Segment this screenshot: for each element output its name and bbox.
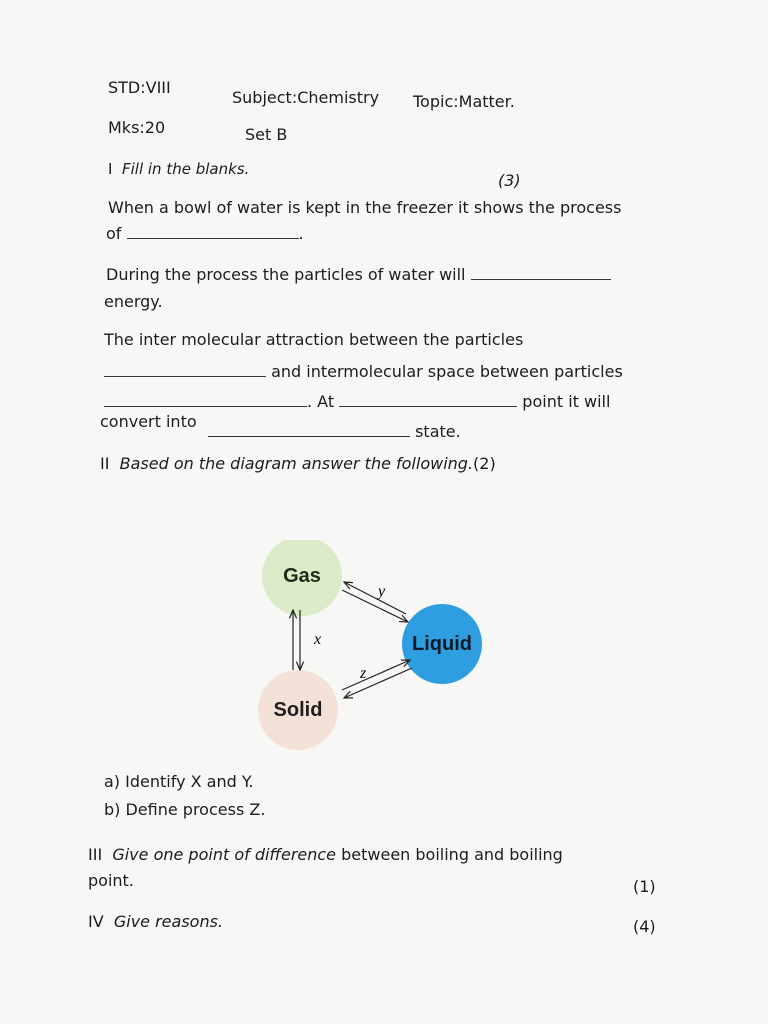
topic-label: Topic:Matter. xyxy=(413,92,515,111)
q2-blank[interactable] xyxy=(471,265,611,280)
section4-marks: (4) xyxy=(633,917,656,936)
q3-state: state. xyxy=(415,422,461,441)
q3-blank4[interactable] xyxy=(208,422,410,437)
section3-line2: point. xyxy=(88,871,134,890)
q1-of: of xyxy=(106,224,122,243)
subject-label: Subject:Chemistry xyxy=(232,88,380,107)
section3-marks: (1) xyxy=(633,877,656,896)
q3-at: . At xyxy=(307,392,335,411)
q2-line1 xyxy=(106,265,611,284)
arrow-liquid-to-gas xyxy=(344,582,406,614)
states-of-matter-diagram xyxy=(250,540,490,750)
q3-line3 xyxy=(104,392,610,411)
section1-title: Fill in the blanks. xyxy=(121,160,250,178)
marks-label: Mks:20 xyxy=(108,118,166,137)
q3-blank1[interactable] xyxy=(104,362,266,377)
section4-line xyxy=(88,912,223,931)
q1-line1: When a bowl of water is kept in the freezer it shows the process xyxy=(108,198,622,217)
section2-marks: (2) xyxy=(473,454,496,473)
section4-number: IV xyxy=(88,912,104,931)
q2-line2: energy. xyxy=(104,292,163,311)
section3-number: III xyxy=(88,845,103,864)
q1-line2 xyxy=(106,224,304,243)
section3-italic: Give one point of difference xyxy=(112,845,337,864)
q3-line2-text: and intermolecular space between particles xyxy=(271,362,623,381)
q1-blank[interactable] xyxy=(127,224,299,239)
std-label: STD:VIII xyxy=(108,78,171,97)
section2-heading xyxy=(100,454,496,473)
q3-blank2[interactable] xyxy=(104,392,307,407)
set-label: Set B xyxy=(245,125,288,144)
question-b: b) Define process Z. xyxy=(104,800,266,819)
q3-point: point it will xyxy=(522,392,611,411)
section2-number: II xyxy=(100,454,110,473)
q3-convert: convert into xyxy=(100,412,197,431)
process-y-label: y xyxy=(378,583,386,600)
q2-text: During the process the particles of water will xyxy=(106,265,466,284)
q3-blank3[interactable] xyxy=(339,392,517,407)
q3-line4 xyxy=(208,422,461,441)
section3-rest: between boiling and boiling xyxy=(341,845,563,864)
arrow-gas-to-liquid xyxy=(342,590,408,622)
process-z-label: z xyxy=(360,665,367,682)
arrow-liquid-to-solid xyxy=(344,668,412,698)
arrow-solid-to-liquid xyxy=(342,660,410,690)
section4-text: Give reasons. xyxy=(113,912,223,931)
q1-end: . xyxy=(298,224,304,243)
q3-line2 xyxy=(104,362,623,381)
question-a: a) Identify X and Y. xyxy=(104,772,254,791)
section1-heading xyxy=(108,160,249,178)
liquid-label: Liquid xyxy=(412,633,472,655)
section2-title: Based on the diagram answer the following. xyxy=(119,454,474,473)
section1-marks: (3) xyxy=(498,171,521,190)
process-x-label: x xyxy=(314,631,322,648)
section1-number: I xyxy=(108,160,113,178)
q3-line1: The inter molecular attraction between the particles xyxy=(104,330,524,349)
section3-line1 xyxy=(88,845,563,864)
gas-label: Gas xyxy=(283,565,321,587)
solid-label: Solid xyxy=(273,699,323,721)
